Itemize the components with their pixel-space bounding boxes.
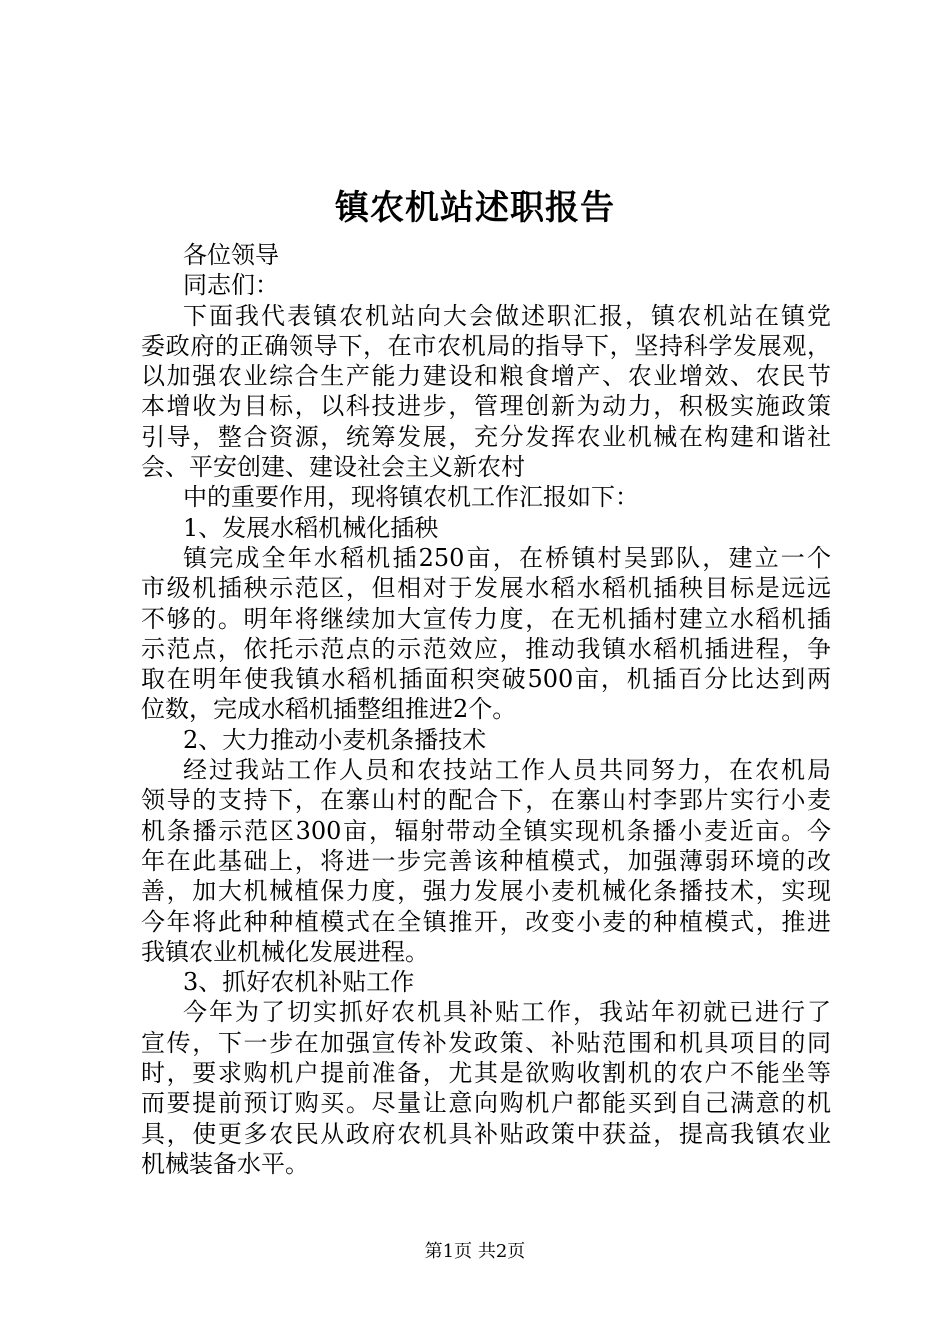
paragraph-line: 市级机插秧示范区，但相对于发展水稻水稻机插秧目标是远远: [141, 574, 831, 603]
paragraph-line: 示范点，依托示范点的示范效应，推动我镇水稻机插进程，争: [141, 634, 831, 663]
paragraph-line: 机条播示范区300亩，辐射带动全镇实现机条播小麦近亩。今: [141, 816, 831, 845]
paragraph-line: 具，使更多农民从政府农机具补贴政策中获益，提高我镇农业: [141, 1119, 831, 1148]
paragraph-line: 机械装备水平。: [141, 1149, 309, 1178]
paragraph-line: 会、平安创建、建设社会主义新农村: [141, 453, 525, 482]
paragraph-line: 而要提前预订购买。尽量让意向购机户都能买到自己满意的机: [141, 1089, 831, 1118]
paragraph-line: 中的重要作用，现将镇农机工作汇报如下：: [183, 483, 639, 512]
paragraph-line: 年在此基础上，将进一步完善该种植模式，加强薄弱环境的改: [141, 846, 831, 875]
section-heading: 2、大力推动小麦机条播技术: [183, 725, 487, 754]
paragraph-line: 不够的。明年将继续加大宣传力度，在无机插村建立水稻机插: [141, 604, 831, 633]
salutation-line: 各位领导: [183, 241, 279, 269]
paragraph-line: 委政府的正确领导下，在市农机局的指导下，坚持科学发展观，: [141, 331, 831, 360]
paragraph-line: 本增收为目标，以科技进步，管理创新为动力，积极实施政策: [141, 392, 831, 421]
paragraph-line: 我镇农业机械化发展进程。: [141, 937, 429, 966]
paragraph-line: 时，要求购机户提前准备，尤其是欲购收割机的农户不能坐等: [141, 1059, 831, 1088]
paragraph-line: 位数，完成水稻机插整组推进2个。: [141, 695, 517, 724]
paragraph-line: 以加强农业综合生产能力建设和粮食增产、农业增效、农民节: [141, 362, 831, 391]
paragraph-line: 经过我站工作人员和农技站工作人员共同努力，在农机局: [183, 756, 831, 785]
page-number-footer: 第1页 共2页: [424, 1241, 526, 1262]
paragraph-line: 宣传，下一步在加强宣传补发政策、补贴范围和机具项目的同: [141, 1028, 831, 1057]
document-body: [141, 240, 831, 1179]
paragraph-line: 引导，整合资源，统筹发展，充分发挥农业机械在构建和谐社: [141, 422, 831, 451]
section-heading: 3、抓好农机补贴工作: [183, 968, 415, 997]
paragraph-line: 下面我代表镇农机站向大会做述职汇报，镇农机站在镇党: [183, 301, 831, 330]
paragraph-line: 今年为了切实抓好农机具补贴工作，我站年初就已进行了: [183, 998, 831, 1027]
salutation-line: 同志们：: [183, 271, 279, 300]
section-heading: 1、发展水稻机械化插秧: [183, 513, 439, 542]
paragraph-line: 领导的支持下，在寨山村的配合下，在寨山村李郢片实行小麦: [141, 786, 831, 815]
paragraph-line: 取在明年使我镇水稻机插面积突破500亩，机插百分比达到两: [141, 665, 831, 694]
paragraph-line: 今年将此种种植模式在全镇推开，改变小麦的种植模式，推进: [141, 907, 831, 936]
paragraph-line: 善，加大机械植保力度，强力发展小麦机械化条播技术，实现: [141, 877, 831, 906]
document-title: 镇农机站述职报告: [335, 188, 615, 228]
paragraph-line: 镇完成全年水稻机插250亩，在桥镇村吴郢队，建立一个: [183, 543, 831, 572]
